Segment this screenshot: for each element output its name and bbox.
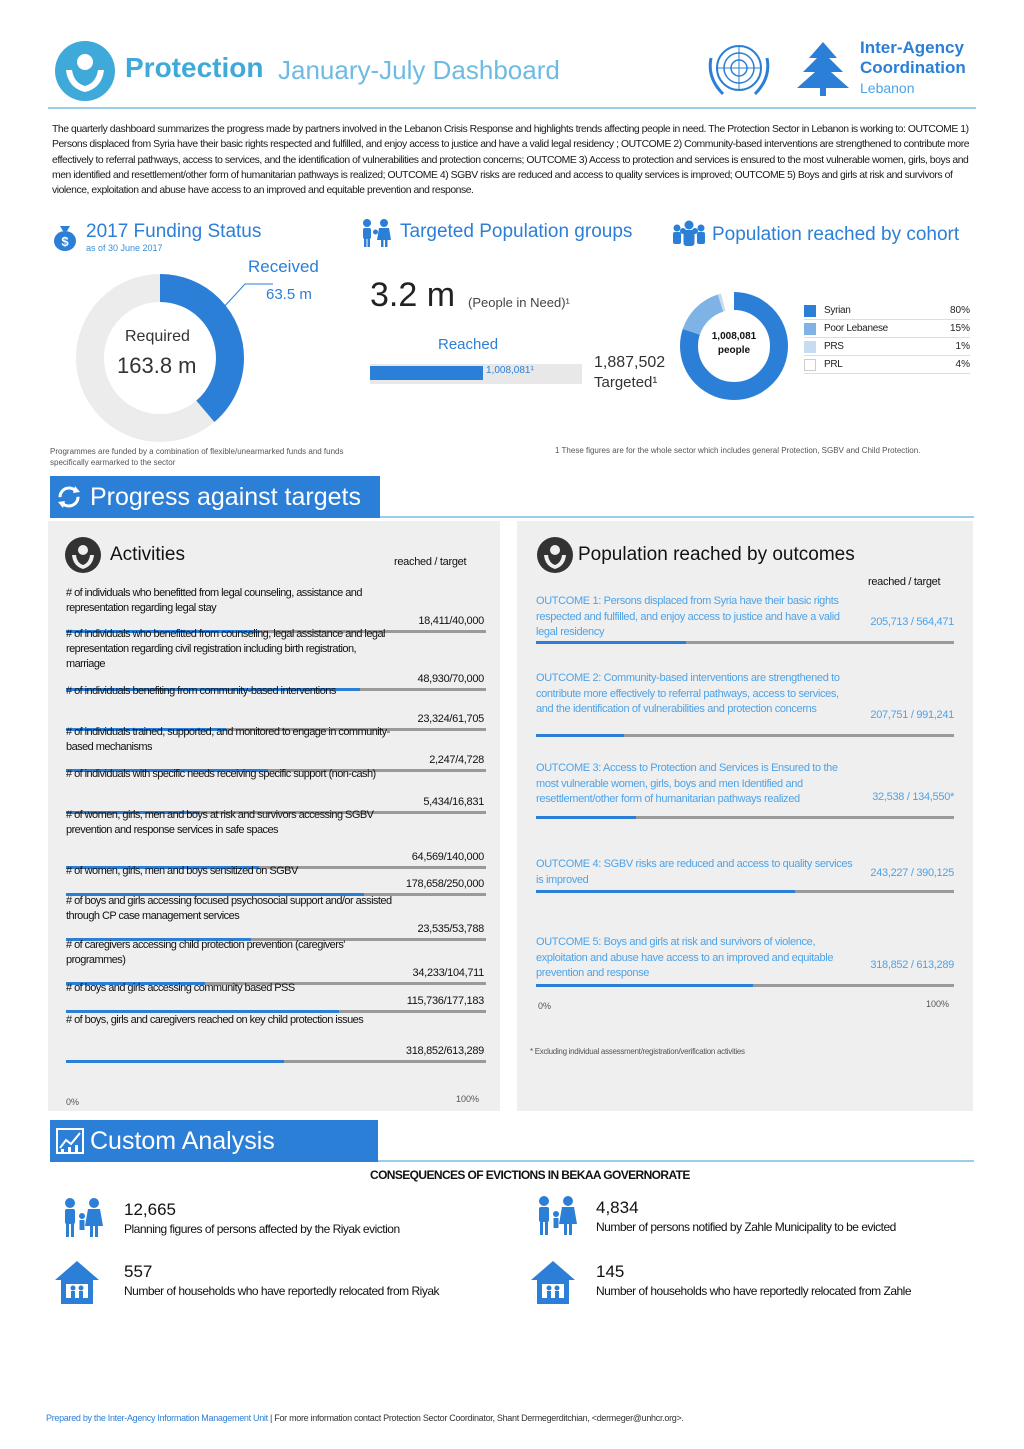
activity-value: 318,852/613,289 [405,1045,484,1057]
outcomes-note: * Excluding individual assessment/registration/verification activities [530,1047,745,1056]
sector-note: 1 These figures are for the whole sector which includes general Protection, SGBV and Child Protection. [555,446,921,455]
stat-number-1: 12,665 [124,1200,176,1219]
activity-value: 64,569/140,000 [411,851,484,863]
cohort-legend-value: 4% [955,359,970,370]
outcome-row [536,594,954,644]
funding-note: Programmes are funded by a combination of flexible/unearmarked funds and funds specifically earmarked to the sector [50,447,344,467]
stat-number-2: 4,834 [596,1198,639,1217]
cohort-legend-name: Poor Lebanese [824,323,888,334]
cohort-legend-swatch [804,323,816,335]
activity-row [66,864,486,896]
activity-text: # of boys and girls accessing focused psychosocial support and/or assisted through CP case management services [66,895,392,922]
outcome-value: 318,852 / 613,289 [870,959,954,971]
outcome-bar-fill [536,984,753,987]
header-divider [48,107,976,109]
outcomes-reached-target-label: reached / target [868,576,941,588]
outcome-text: OUTCOME 5: Boys and girls at risk and survivors of violence, exploitation and abuse have access to an improved and equitable prevention and response [536,936,834,979]
activities-axis-end: 100% [456,1094,480,1104]
crowd-icon [670,220,708,250]
activity-text: # of individuals trained, supported, and monitored to engage in community-based mechanisms [66,726,390,753]
people-group-icon [358,218,394,248]
funding-title: 2017 Funding Status [86,221,262,242]
outcome-text: OUTCOME 3: Access to Protection and Services is Ensured to the most vulnerable women, girls, boys and men Identified and resettlement/other form of humanitarian pathways realized [536,762,838,805]
footer [46,1413,684,1423]
activity-row [66,684,486,731]
cohort-legend-swatch [804,305,816,317]
cohort-legend-value: 1% [955,341,970,352]
outcome-bar-fill [536,641,686,644]
activity-bar-fill [66,1060,284,1063]
progress-band-line [380,516,974,518]
cohort-legend-name: PRS [824,341,844,352]
cohort-legend-swatch [804,341,816,353]
activity-text: # of individuals benefiting from community-based interventions [66,685,336,697]
outcome-value: 243,227 / 390,125 [870,867,954,879]
people-in-need-label: (People in Need)¹ [468,295,570,310]
refresh-cycle-icon [56,484,82,510]
house-relocation-icon [528,1258,578,1302]
activity-row [66,725,486,772]
org-name: Inter-Agency Coordination Lebanon [860,38,966,96]
outcome-value: 32,538 / 134,550* [872,791,954,803]
activity-text: # of boys and girls accessing community based PSS [66,982,295,994]
page-title: Protection [125,52,264,83]
activity-value: 2,247/4,728 [429,754,484,766]
cohort-legend-value: 80% [949,305,970,316]
activity-row [66,894,486,941]
activity-row [66,808,486,869]
footer-prepared: Prepared by the Inter-Agency Information Management Unit [46,1413,268,1423]
activity-row [66,767,486,814]
outcome-row [536,857,954,893]
activity-text: # of individuals with specific needs receiving specific support (non-cash) [66,768,376,780]
reached-bar-fill [370,366,483,380]
intro-text: The quarterly dashboard summarizes the progress made by partners involved in the Lebanon Crisis Response and highlights trends affecting people in need. The Protection Sector in Lebanon is working to: OUTCOME 1) Persons displaced from Syria have their basic rights respected and fulfilled, and enjoy access to justice and have a valid legal residency ; OUTCOME 2) Community-based interventions are strengthened to contribute more effectively to referral pathways, access to services, and the identification of vulnerabilities and protection concerns; OUTCOME 3) Access to protection and services is ensured to the most vulnerable women, girls, boys and men identified and resettlement/other form of humanitarian pathways is realized; OUTCOME 4) SGBV risks are reduced and access to quality services is improved; OUTCOME 5) Boys and girls at risk and survivors of violence, exploitation and abuse have access to an improved and equitable prevention and response. [52,124,970,197]
targeted-title: Targeted Population groups [400,221,633,242]
outcome-bar-fill [536,734,624,737]
house-relocation-icon [52,1258,102,1302]
outcome-bar-fill [536,890,795,893]
cohort-legend-name: PRL [824,359,843,370]
outcome-value: 205,713 / 564,471 [870,616,954,628]
cohort-title: Population reached by cohort [712,224,960,245]
activity-text: # of individuals who benefitted from legal counseling, assistance and representation regarding legal stay [66,587,362,614]
cohort-legend-name: Syrian [824,305,851,316]
activity-text: # of boys, girls and caregivers reached on key child protection issues [66,1014,364,1026]
stat-label-4: Number of households who have reportedly relocated from Zahle [596,1284,912,1298]
activity-value: 178,658/250,000 [405,878,484,890]
activity-row [66,938,486,985]
outcome-text: OUTCOME 2: Community-based interventions are strengthened to contribute more effectively to referral pathways, access to services, and the identification of vulnerabilities and protection concerns [536,672,840,715]
funding-as-of: as of 30 June 2017 [86,243,163,253]
progress-title: Progress against targets [90,483,361,511]
activity-text: # of individuals who benefitted from counseling, legal assistance and legal representation regarding civil registration including birth registration, marriage [66,628,385,670]
activity-value: 23,324/61,705 [417,713,484,725]
stat-label-3: Number of households who have reportedly relocated from Riyak [124,1284,440,1298]
activity-text: # of caregivers accessing child protection prevention (caregivers' programmes) [66,939,345,966]
custom-analysis-subtitle: CONSEQUENCES OF EVICTIONS IN BEKAA GOVERNORATE [370,1168,690,1182]
activity-value: 23,535/53,788 [417,923,484,935]
custom-analysis-band [50,1120,378,1162]
targeted-value: 1,887,502 [594,354,666,371]
outcome-text: OUTCOME 4: SGBV risks are reduced and access to quality services is improved [536,858,853,886]
outcome-value: 207,751 / 991,241 [870,709,954,721]
stat-number-4: 145 [596,1262,625,1281]
outcomes-axis-end: 100% [926,999,950,1009]
activity-row [66,586,486,633]
stat-label-2: Number of persons notified by Zahle Municipality to be evicted [596,1220,896,1234]
cohort-legend-row [804,320,970,338]
cohort-center-label: 1,008,081 people [711,331,757,356]
activity-row [66,981,486,1013]
outcomes-axis-start: 0% [538,1001,552,1011]
activities-title: Activities [110,544,185,565]
footer-contact: | For more information contact Protection Sector Coordinator, Shant Dermegerditchian, <dermeger@unhcr.org>. [267,1413,684,1423]
reached-label: Reached [438,336,499,353]
progress-band [50,476,380,518]
outcome-row [536,935,954,987]
family-icon [58,1196,108,1240]
activities-reached-target-label: reached / target [394,556,467,568]
cohort-legend-row [804,356,970,374]
targeted-label: Targeted¹ [594,374,658,391]
activity-value: 115,736/177,183 [406,995,484,1007]
outcome-row [536,671,954,737]
cohort-legend-row [804,338,970,356]
received-value: 63.5 m [266,286,312,303]
protection-activities-icon [64,536,102,574]
cedar-tree-icon [793,40,853,98]
required-label: Required [125,328,190,345]
reached-value: 1,008,081¹ [486,365,534,376]
activity-text: # of women, girls, men and boys at risk and survivors accessing SGBV prevention and response services in safe spaces [66,809,374,836]
outcomes-title: Population reached by outcomes [578,544,855,565]
custom-band-line [378,1160,974,1162]
chart-analysis-icon [56,1128,84,1154]
page-subtitle: January-July Dashboard [278,55,560,85]
outcome-text: OUTCOME 1: Persons displaced from Syria have their basic rights respected and fulfilled, and enjoy access to justice and have a valid legal residency [536,595,840,638]
custom-analysis-title: Custom Analysis [90,1127,275,1155]
activity-value: 48,930/70,000 [417,673,484,685]
svg-text:$: $ [61,234,69,249]
activity-row [66,627,486,691]
people-in-need-value: 3.2 m [370,276,456,314]
stat-number-3: 557 [124,1262,153,1281]
protection-logo-icon [54,40,116,102]
activity-value: 18,411/40,000 [418,615,484,627]
money-bag-icon [50,222,80,252]
un-emblem-icon [703,38,775,100]
cohort-legend-row [804,302,970,320]
activity-value: 5,434/16,831 [423,796,484,808]
received-label: Received [248,257,319,276]
stat-label-1: Planning figures of persons affected by the Riyak eviction [124,1222,400,1236]
protection-outcomes-icon [536,536,574,574]
required-value: 163.8 m [117,353,197,378]
family-icon [532,1194,582,1238]
cohort-legend [804,302,970,374]
outcome-bar-fill [536,816,636,819]
activity-value: 34,233/104,711 [412,967,484,979]
activities-axis-start: 0% [66,1097,80,1107]
outcome-row [536,761,954,819]
activity-row [66,1013,486,1063]
cohort-legend-value: 15% [949,323,970,334]
cohort-legend-swatch [804,359,816,371]
activity-text: # of women, girls, men and boys sensitized on SGBV [66,865,298,877]
